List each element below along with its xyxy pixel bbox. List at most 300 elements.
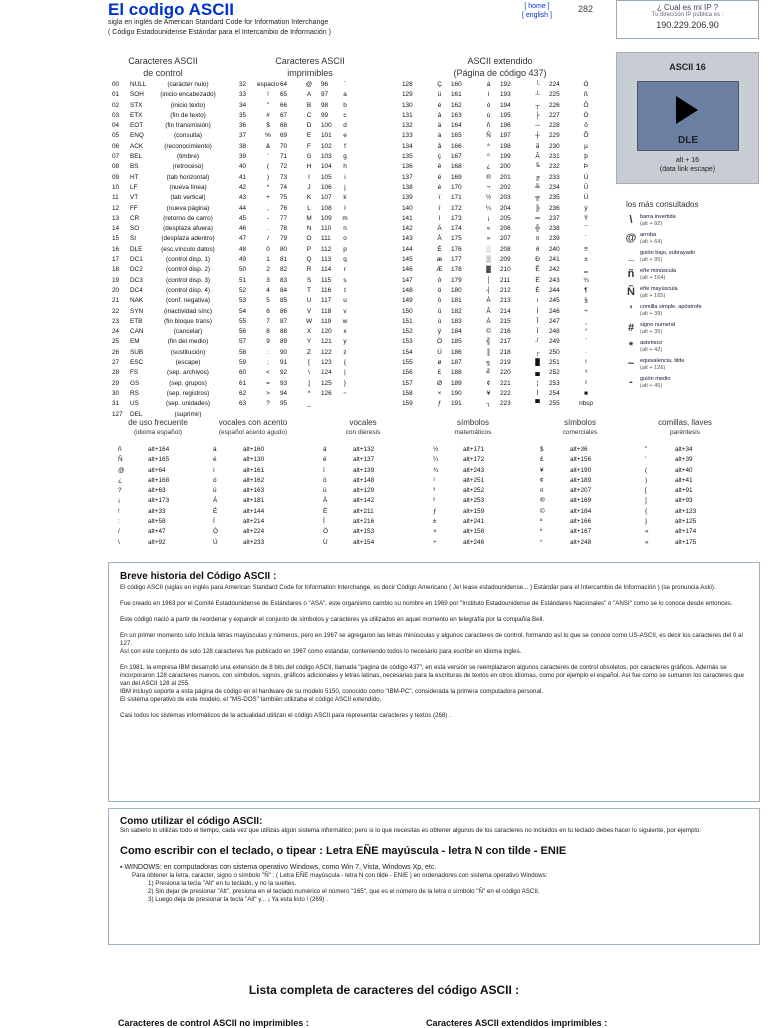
cell: Ë <box>535 276 540 284</box>
cell: alt+246 <box>463 538 485 546</box>
cell: ╬ <box>535 225 540 233</box>
cell: 220 <box>500 369 511 377</box>
howto-subtitle: Como escribir con el teclado, o tipear : Letra EÑE mayúscula - letra N con tilde - ENIE <box>120 845 567 857</box>
most-consulted-item[interactable] <box>622 250 762 268</box>
ip-value: 190.229.206.90 <box>656 20 719 30</box>
cell: 33 <box>239 91 247 99</box>
cell: 192 <box>500 81 511 88</box>
cell: ø <box>437 359 442 367</box>
most-consulted-item[interactable] <box>622 376 762 394</box>
cell: q <box>343 256 347 264</box>
control-row <box>112 234 222 244</box>
cell: 152 <box>402 328 413 336</box>
cell: alt+41 <box>675 476 693 484</box>
cell: 122 <box>321 348 332 356</box>
cell: ® <box>540 497 545 505</box>
control-row <box>112 276 222 286</box>
cell: 139 <box>402 194 413 202</box>
history-box <box>108 562 760 802</box>
cell: (control disp. 1) <box>165 256 211 264</box>
cell: 121 <box>321 338 332 346</box>
cell: 240 <box>549 245 560 253</box>
cell: A <box>306 91 312 99</box>
item-glyph: * <box>628 340 634 352</box>
most-consulted-item[interactable] <box>622 358 762 376</box>
cell: ò <box>437 297 442 305</box>
cell: (desplaza afuera) <box>163 225 213 233</box>
cell: Ó <box>583 81 589 88</box>
cell: 58 <box>239 348 247 356</box>
cell: Ú <box>213 538 218 546</box>
cell: ± <box>433 518 437 526</box>
group-row <box>645 538 720 548</box>
cell: 41 <box>239 173 247 181</box>
group-row <box>645 517 720 527</box>
cell: GS <box>130 379 140 387</box>
cell: Û <box>583 183 589 191</box>
item-name: guión medio <box>640 376 671 382</box>
cell: ─ <box>535 122 540 130</box>
cell: 50 <box>239 266 247 274</box>
cell: Î <box>536 317 539 325</box>
cell: 38 <box>239 142 247 150</box>
cell: 226 <box>549 101 560 109</box>
cell: alt+184 <box>570 507 592 515</box>
history-paragraph: Fue creado en 1963 por el Comité Estadounidense de Estándares o "ASA", este organismo cambio su nombre en 1969 por "Instituto Estadounidense de Estándares Nacionales" o "ANSI" como se lo conoce desde entonces. <box>120 600 733 607</box>
cell: Í <box>536 307 539 315</box>
cell: [ <box>645 487 647 495</box>
cell: å <box>437 142 442 150</box>
item-alt: (alt + 39) <box>640 311 663 317</box>
group-row <box>540 486 615 496</box>
cell: c <box>343 111 347 119</box>
control-row <box>112 348 222 358</box>
group-row <box>540 527 615 537</box>
cell: X <box>306 328 312 336</box>
cell: ` <box>343 81 347 88</box>
cell: 98 <box>321 101 329 109</box>
group-row <box>323 517 398 527</box>
control-row <box>112 131 222 141</box>
cell: é <box>437 101 442 109</box>
cell: } <box>343 379 347 387</box>
most-consulted-item[interactable] <box>622 232 762 250</box>
extended-row <box>402 307 597 317</box>
cell: 117 <box>321 297 332 305</box>
cell: i <box>344 173 346 181</box>
cell: Ä <box>323 497 328 505</box>
cell: 30 <box>112 389 120 397</box>
cell: ; <box>267 359 269 367</box>
cell: 184 <box>451 328 462 336</box>
howto-step: 2) Sin dejar de presionar "Alt", presiona en el teclado numérico el número "165", que es el número de la letra o símbolo "Ñ" en el código ASCII. <box>148 888 540 895</box>
cell: 36 <box>239 122 247 130</box>
cell: 248 <box>549 328 560 336</box>
control-row <box>112 183 222 193</box>
cell: alt+168 <box>148 476 170 484</box>
cell: ║ <box>486 348 491 356</box>
howto-intro: Sin saberlo lo utilizas todo el tiempo, cada vez que utilizas algún sistema informático; pero si lo que necesitas es obtener algunos de los caracteres no incluidos en tu teclado debes hacer lo siguiente, por ejemplo: <box>120 827 701 834</box>
control-row <box>112 90 222 100</box>
group-header-2: (español acento agudo) <box>218 429 288 436</box>
cell: ETB <box>130 317 143 325</box>
control-table <box>112 80 222 420</box>
howto-sub: Para obtener la letra, caracter, signo o símbolo "Ñ" : ( Letra EÑE mayúscula - letra N con tilde - ENIE ) en ordenadores con sistema operativo Windows: <box>132 872 548 879</box>
cell: 174 <box>451 225 462 233</box>
cell: » <box>486 235 491 243</box>
cell: æ <box>436 256 443 264</box>
cell: (sustitución) <box>170 348 206 356</box>
cell: o <box>343 235 347 243</box>
group-header <box>635 418 735 438</box>
cell: ╦ <box>535 194 540 202</box>
cell: 232 <box>549 163 560 171</box>
cell: (desplaza adentro) <box>161 235 215 243</box>
cell: 244 <box>549 286 560 294</box>
cell: alt+181 <box>243 497 265 505</box>
cell: · <box>584 348 588 356</box>
cell: © <box>540 507 545 515</box>
most-consulted-item[interactable] <box>622 286 762 304</box>
cell: alt+92 <box>148 538 166 546</box>
control-row <box>112 245 222 255</box>
most-consulted-item[interactable] <box>622 322 762 340</box>
cell: 34 <box>239 101 247 109</box>
most-consulted-item[interactable] <box>622 268 762 286</box>
extended-row <box>402 276 597 286</box>
cell: 239 <box>549 235 560 243</box>
group-row <box>118 517 193 527</box>
cell: 234 <box>549 183 560 191</box>
cell: ® <box>486 173 491 181</box>
cell: alt+64 <box>148 466 166 474</box>
cell: 150 <box>402 307 413 315</box>
cell: Ð <box>535 256 540 264</box>
cell: (sep. registros) <box>166 389 210 397</box>
cell: ì <box>438 214 441 222</box>
control-row <box>112 358 222 368</box>
cell: ┴ <box>535 91 540 99</box>
cell: 12 <box>112 204 120 212</box>
control-row <box>112 173 222 183</box>
cell: 140 <box>402 204 413 212</box>
cell: ú <box>213 487 217 495</box>
subtitle-spanish: ( Código Estadounidense Estándar para el Intercambio de Información ) <box>108 29 331 36</box>
cell: ┼ <box>535 132 540 140</box>
cell: 186 <box>451 348 462 356</box>
cell: 227 <box>549 111 560 119</box>
extended-row <box>402 317 597 327</box>
cell: 17 <box>112 256 120 264</box>
item-name: equivalencia, tilde <box>640 358 685 364</box>
extended-row <box>402 389 597 399</box>
cell: CAN <box>130 328 144 336</box>
cell: L <box>307 204 311 212</box>
play-button[interactable] <box>637 81 739 151</box>
cell: 09 <box>112 173 120 181</box>
cell: 101 <box>321 132 332 140</box>
cell: (nueva página) <box>166 204 210 212</box>
cell: 18 <box>112 266 120 274</box>
cell: ³ <box>584 369 588 377</box>
history-paragraph: En 1981, la empresa IBM desarrolló una extensión de 8 bits del código ASCII, llamada "pagina de código 437", en esta versión se reemplazaron algunos caracteres de control obsoletos, por caracteres gráficos. Además se incorporaron 128 caracteres nuevos, con símbolos, signos, gráficos adicionales y letras latinas, necesarias para la escrituras de textos en otros idiomas, como por ejemplo el español. Así fue como se sumaron los caracteres que van del ASCII 128 al 255. IBM incluyó soporte a esta página de código en el hardware de su modelo 5150, conocido como "IBM-PC", considerada la primera computadora personal. El sistema operativo de este modelo, el "MS-DOS" también utilizaba el código ASCII extendido. <box>120 664 744 703</box>
cell: 181 <box>451 297 462 305</box>
cell: 149 <box>402 297 413 305</box>
cell: ÿ <box>437 328 442 336</box>
cell: 01 <box>112 91 120 99</box>
cell: é <box>213 456 217 464</box>
cell: " <box>266 101 270 109</box>
cell: * <box>266 183 270 191</box>
cell: î <box>438 204 441 212</box>
group-header-1: comillas, llaves <box>658 418 712 427</box>
cell: C <box>306 111 312 119</box>
group-row <box>323 507 398 517</box>
cell: ‗ <box>584 266 588 274</box>
cell: CR <box>130 214 140 222</box>
cell: ¹ <box>584 359 588 367</box>
full-list-title: Lista completa de caracteres del código ASCII : <box>248 983 520 997</box>
printable-row <box>239 296 352 306</box>
cell: y <box>343 338 347 346</box>
featured-char: DLE <box>678 135 698 146</box>
cell: 13 <box>112 214 120 222</box>
group-row <box>118 466 193 476</box>
cell: 235 <box>549 194 560 202</box>
cell: û <box>437 307 442 315</box>
english-link[interactable]: [ english ] <box>522 12 552 19</box>
item-alt: (alt + 165) <box>640 293 666 299</box>
cell: 93 <box>280 379 288 387</box>
cell: BEL <box>130 153 143 161</box>
cell: alt+190 <box>570 466 592 474</box>
cell: alt+125 <box>675 518 697 526</box>
cell: (control disp. 2) <box>165 266 211 274</box>
cell: × <box>433 528 437 536</box>
cell: ä <box>323 446 327 453</box>
cell: 63 <box>239 400 247 408</box>
cell: 112 <box>321 245 332 253</box>
group-row <box>540 466 615 476</box>
cell: ä <box>437 122 442 130</box>
cell: Â <box>486 307 491 315</box>
cell: (carácter nulo) <box>167 81 209 88</box>
home-link[interactable]: [ home ] <box>524 3 550 10</box>
cell: t <box>344 286 346 294</box>
cell: ? <box>118 487 122 495</box>
item-desc <box>640 286 678 300</box>
cell: 111 <box>321 235 331 243</box>
howto-box <box>108 808 760 945</box>
cell: ESC <box>130 359 144 367</box>
group-header <box>108 418 208 438</box>
cell: ╠ <box>535 204 540 212</box>
cell: 16 <box>112 245 120 253</box>
cell: 167 <box>451 153 462 161</box>
cell: 79 <box>280 235 288 243</box>
cell: j <box>344 183 346 191</box>
cell: (esc.vínculo datos) <box>161 245 215 253</box>
cell: 180 <box>451 286 462 294</box>
item-name: guión bajo, subrayado <box>640 250 696 256</box>
cell: ¡ <box>487 214 490 222</box>
cell: 4 <box>266 286 270 294</box>
page-title: El codigo ASCII <box>108 0 234 19</box>
cell: × <box>437 389 442 397</box>
printable-header-2: imprimibles <box>287 68 333 78</box>
extended-row <box>402 90 597 100</box>
group-table <box>213 445 288 548</box>
most-consulted-item[interactable] <box>622 340 762 358</box>
cell: 21 <box>112 297 120 305</box>
item-alt: (alt + 64) <box>640 239 663 245</box>
cell: 223 <box>500 400 511 408</box>
group-header-1: símbolos <box>563 418 596 427</box>
cell: 67 <box>280 111 288 119</box>
most-consulted-title: los más consultados <box>626 200 699 209</box>
cell: 64 <box>280 81 288 88</box>
printable-row <box>239 152 352 162</box>
cell: E <box>306 132 312 140</box>
cell: Å <box>437 235 442 243</box>
cell: ¡ <box>118 497 121 505</box>
printable-row <box>239 234 352 244</box>
cell: alt+36 <box>570 446 588 453</box>
cell: 188 <box>451 369 462 377</box>
cell: NAK <box>130 297 144 305</box>
cell: 114 <box>321 266 332 274</box>
most-consulted-item[interactable] <box>622 304 762 322</box>
cell: ´ <box>584 235 588 243</box>
cell: x <box>343 328 347 336</box>
cell: > <box>266 389 270 397</box>
printable-row <box>239 121 352 131</box>
most-consulted-item[interactable] <box>622 214 762 232</box>
group-row <box>118 507 193 517</box>
cell: (suprimir) <box>174 410 202 418</box>
printable-row <box>239 224 352 234</box>
cell: alt+159 <box>463 507 485 515</box>
control-row <box>112 193 222 203</box>
cell: ¶ <box>584 286 588 294</box>
cell: 25 <box>112 338 120 346</box>
cell: ≡ <box>584 245 588 253</box>
printable-table <box>239 80 352 410</box>
cell: US <box>130 400 139 408</box>
control-row <box>112 286 222 296</box>
cell: 241 <box>549 256 560 264</box>
group-header-2: paréntesis <box>670 429 700 436</box>
cell: DLE <box>130 245 143 253</box>
cell: £ <box>540 456 544 464</box>
cell: alt+39 <box>675 456 693 464</box>
cell: « <box>486 225 491 233</box>
cell: Ê <box>535 266 540 274</box>
cell: Ü <box>437 348 442 356</box>
cell: alt+252 <box>463 487 485 495</box>
cell: ? <box>266 400 270 408</box>
item-desc <box>640 376 670 390</box>
cell: 247 <box>549 317 560 325</box>
cell: ¬ <box>486 183 491 191</box>
cell: 45 <box>239 214 247 222</box>
cell: ^ <box>307 389 311 397</box>
cell: 53 <box>239 297 247 305</box>
extended-header-2: (Página de código 437) <box>453 68 547 78</box>
cell: 9 <box>266 338 270 346</box>
ip-box <box>616 0 759 39</box>
cell: z <box>343 348 347 356</box>
cell: alt+123 <box>675 507 697 515</box>
cell: 119 <box>321 317 332 325</box>
cell: ¼ <box>485 204 492 212</box>
cell: (nueva línea) <box>169 183 207 191</box>
item-glyph: Ñ <box>627 286 635 298</box>
control-row <box>112 204 222 214</box>
cell: - <box>266 214 270 222</box>
featured-alt-desc: (data link escape) <box>659 166 716 173</box>
cell: SYN <box>130 307 144 315</box>
cell: 177 <box>451 256 462 264</box>
cell: 154 <box>402 348 413 356</box>
printable-row <box>239 255 352 265</box>
cell: } <box>645 518 648 526</box>
group-row <box>213 517 288 527</box>
cell: p <box>343 245 347 253</box>
cell: í <box>213 466 215 474</box>
printable-row <box>239 162 352 172</box>
cell: ¹ <box>433 476 436 484</box>
cell: Z <box>307 348 311 356</box>
cell: 123 <box>321 359 332 367</box>
cell: alt+211 <box>353 507 374 515</box>
cell: 69 <box>280 132 288 140</box>
cell: 125 <box>321 379 332 387</box>
ip-question-link[interactable]: ¿ Cual es mi IP ? <box>656 3 719 12</box>
cell: r <box>343 266 347 274</box>
cell: 157 <box>402 379 413 387</box>
cell: ├ <box>535 111 540 119</box>
cell: \ <box>308 369 310 377</box>
cell: 00 <box>112 81 120 88</box>
cell: alt+173 <box>148 497 170 505</box>
cell: 195 <box>500 111 511 119</box>
cell: ý <box>584 204 588 212</box>
cell: 72 <box>280 163 288 171</box>
cell: 28 <box>112 369 120 377</box>
cell: DC3 <box>130 276 143 284</box>
cell: 143 <box>402 235 413 243</box>
cell: 136 <box>402 163 413 171</box>
group-row <box>213 486 288 496</box>
cell: 124 <box>321 369 332 377</box>
printable-row <box>239 193 352 203</box>
group-row <box>645 507 720 517</box>
cell: ¿ <box>118 476 122 484</box>
cell: 2 <box>266 266 270 274</box>
extended-row <box>402 296 597 306</box>
cell: (sep. archivos) <box>167 369 209 377</box>
cell: 91 <box>280 359 288 367</box>
extended-row <box>402 204 597 214</box>
cell: └ <box>535 81 540 88</box>
cell: alt+163 <box>243 487 265 495</box>
cell: 62 <box>239 389 247 397</box>
extended-row <box>402 224 597 234</box>
cell: ╣ <box>486 338 491 346</box>
group-row <box>540 538 615 548</box>
cell: 202 <box>500 183 511 191</box>
